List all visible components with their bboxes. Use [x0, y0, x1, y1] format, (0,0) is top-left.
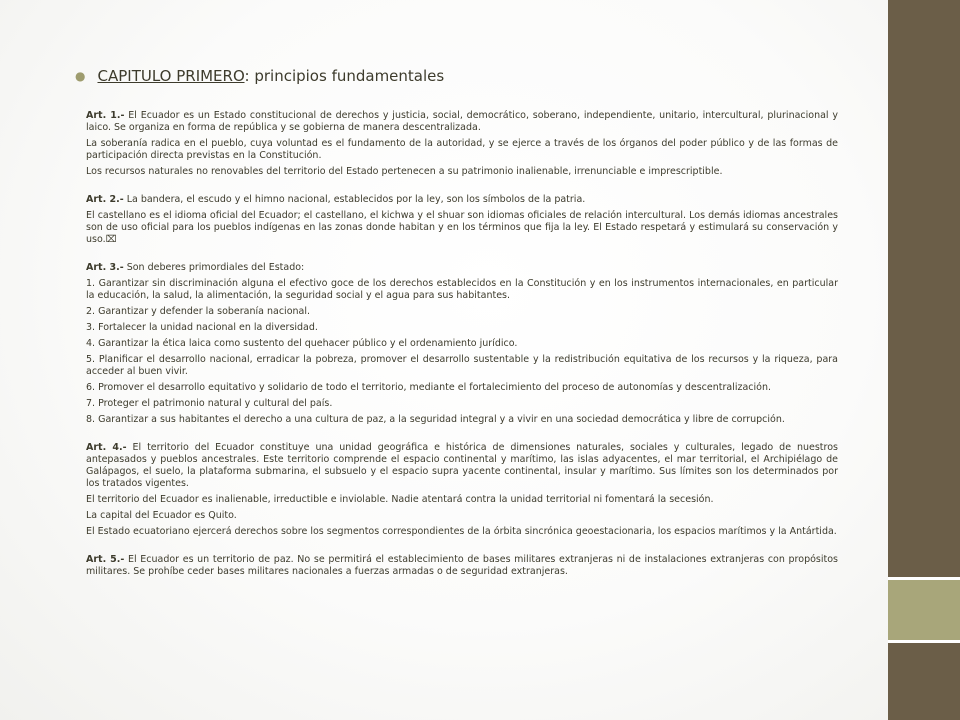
article-paragraph — [86, 442, 838, 490]
article-label: Art. 2.- — [86, 194, 124, 205]
body-paragraph — [86, 354, 838, 378]
body-paragraph — [86, 414, 838, 426]
body-paragraph — [86, 306, 838, 318]
body-paragraph — [86, 322, 838, 334]
body-paragraph — [86, 166, 838, 178]
body-paragraph — [86, 338, 838, 350]
body-paragraph — [86, 382, 838, 394]
paragraph-text: 6. Promover el desarrollo equitativo y solidario de todo el territorio, mediante el fortalecimiento del proceso de autonomías y descentralización. — [86, 382, 772, 393]
paragraph-text: El Ecuador es un territorio de paz. No se permitirá el establecimiento de bases militares extranjeras ni de instalaciones extranjeras con propósitos militares. Se prohíbe ceder bases militares nacionales a fuerzas armadas o de seguridad extranjeras. — [86, 554, 838, 577]
paragraph-text: Los recursos naturales no renovables del territorio del Estado pertenecen a su patrimonio inalienable, irrenunciable e imprescriptible. — [86, 166, 723, 177]
article-label: Art. 4.- — [86, 442, 127, 453]
body-paragraph — [86, 138, 838, 162]
heading-chapter-link: CAPITULO PRIMERO — [97, 67, 245, 85]
heading-subtitle: : principios fundamentales — [244, 67, 445, 85]
paragraph-text: 3. Fortalecer la unidad nacional en la diversidad. — [86, 322, 318, 333]
sidebar-decoration-bottom — [888, 643, 960, 720]
paragraph-text: La bandera, el escudo y el himno nacional, establecidos por la ley, son los símbolos de la patria. — [123, 194, 586, 205]
paragraph-text: La capital del Ecuador es Quito. — [86, 510, 237, 521]
body-paragraph — [86, 210, 838, 246]
article-paragraph — [86, 194, 838, 206]
paragraph-text: El Estado ecuatoriano ejercerá derechos sobre los segmentos correspondientes de la órbita sincrónica geoestacionaria, los espacios marítimos y la Antártida. — [86, 526, 837, 537]
paragraph-text: 4. Garantizar la ética laica como sustento del quehacer público y el ordenamiento jurídico. — [86, 338, 518, 349]
paragraph-text: 5. Planificar el desarrollo nacional, erradicar la pobreza, promover el desarrollo sustentable y la redistribución equitativa de los recursos y la riqueza, para acceder al buen vivir. — [86, 354, 838, 377]
paragraph-text: La soberanía radica en el pueblo, cuya voluntad es el fundamento de la autoridad, y se ejerce a través de los órganos del poder público y de las formas de participación directa previstas en la Constitución. — [86, 138, 838, 161]
article-paragraph — [86, 262, 838, 274]
paragraph-text: 1. Garantizar sin discriminación alguna el efectivo goce de los derechos establecidos en la Constitución y en los instrumentos internacionales, en particular la educación, la salud, la alimentación, la seguridad social y el agua para sus habitantes. — [86, 278, 838, 301]
body-paragraph — [86, 510, 838, 522]
article-label: Art. 3.- — [86, 262, 124, 273]
paragraph-text: El territorio del Ecuador constituye una unidad geográfica e histórica de dimensiones naturales, sociales y culturales, legado de nuestros antepasados y pueblos ancestrales. Este territorio comprende el espacio continental y marítimo, las islas adyacentes, el mar territorial, el Archipiélago de Galápagos, el suelo, la plataforma submarina, el subsuelo y el espacio supra yacente continental, insular y marítimo. Sus límites son los determinados por los tratados vigentes. — [86, 442, 838, 489]
paragraph-text: Son deberes primordiales del Estado: — [123, 262, 305, 273]
article-label: Art. 1.- — [86, 110, 125, 121]
article-paragraph — [86, 110, 838, 134]
paragraph-text: 8. Garantizar a sus habitantes el derecho a una cultura de paz, a la seguridad integral y a vivir en una sociedad democrática y libre de corrupción. — [86, 414, 785, 425]
sidebar-decoration-top — [888, 0, 960, 577]
paragraph-text: 7. Proteger el patrimonio natural y cultural del país. — [86, 398, 333, 409]
paragraph-text: El territorio del Ecuador es inalienable, irreductible e inviolable. Nadie atentará contra la unidad territorial ni fomentará la secesión. — [86, 494, 714, 505]
sidebar-decoration-accent — [888, 580, 960, 640]
constitution-text-body — [86, 110, 838, 582]
paragraph-text: El castellano es el idioma oficial del Ecuador; el castellano, el kichwa y el shuar son idiomas oficiales de relación intercultural. Los demás idiomas ancestrales son de uso oficial para los pueblos indígenas en las zonas donde habitan y en los términos que fija la ley. El Estado respetará y estimulará su conservación y uso.⌧ — [86, 210, 838, 245]
bullet-icon: ● — [75, 69, 86, 83]
paragraph-text: El Ecuador es un Estado constitucional de derechos y justicia, social, democrático, soberano, independiente, unitario, intercultural, plurinacional y laico. Se organiza en forma de república y se gobierna de manera descentralizada. — [86, 110, 838, 133]
paragraph-text: 2. Garantizar y defender la soberanía nacional. — [86, 306, 311, 317]
body-paragraph — [86, 494, 838, 506]
body-paragraph — [86, 398, 838, 410]
body-paragraph — [86, 278, 838, 302]
article-label: Art. 5.- — [86, 554, 125, 565]
body-paragraph — [86, 526, 838, 538]
article-paragraph — [86, 554, 838, 578]
slide-heading — [75, 66, 835, 87]
